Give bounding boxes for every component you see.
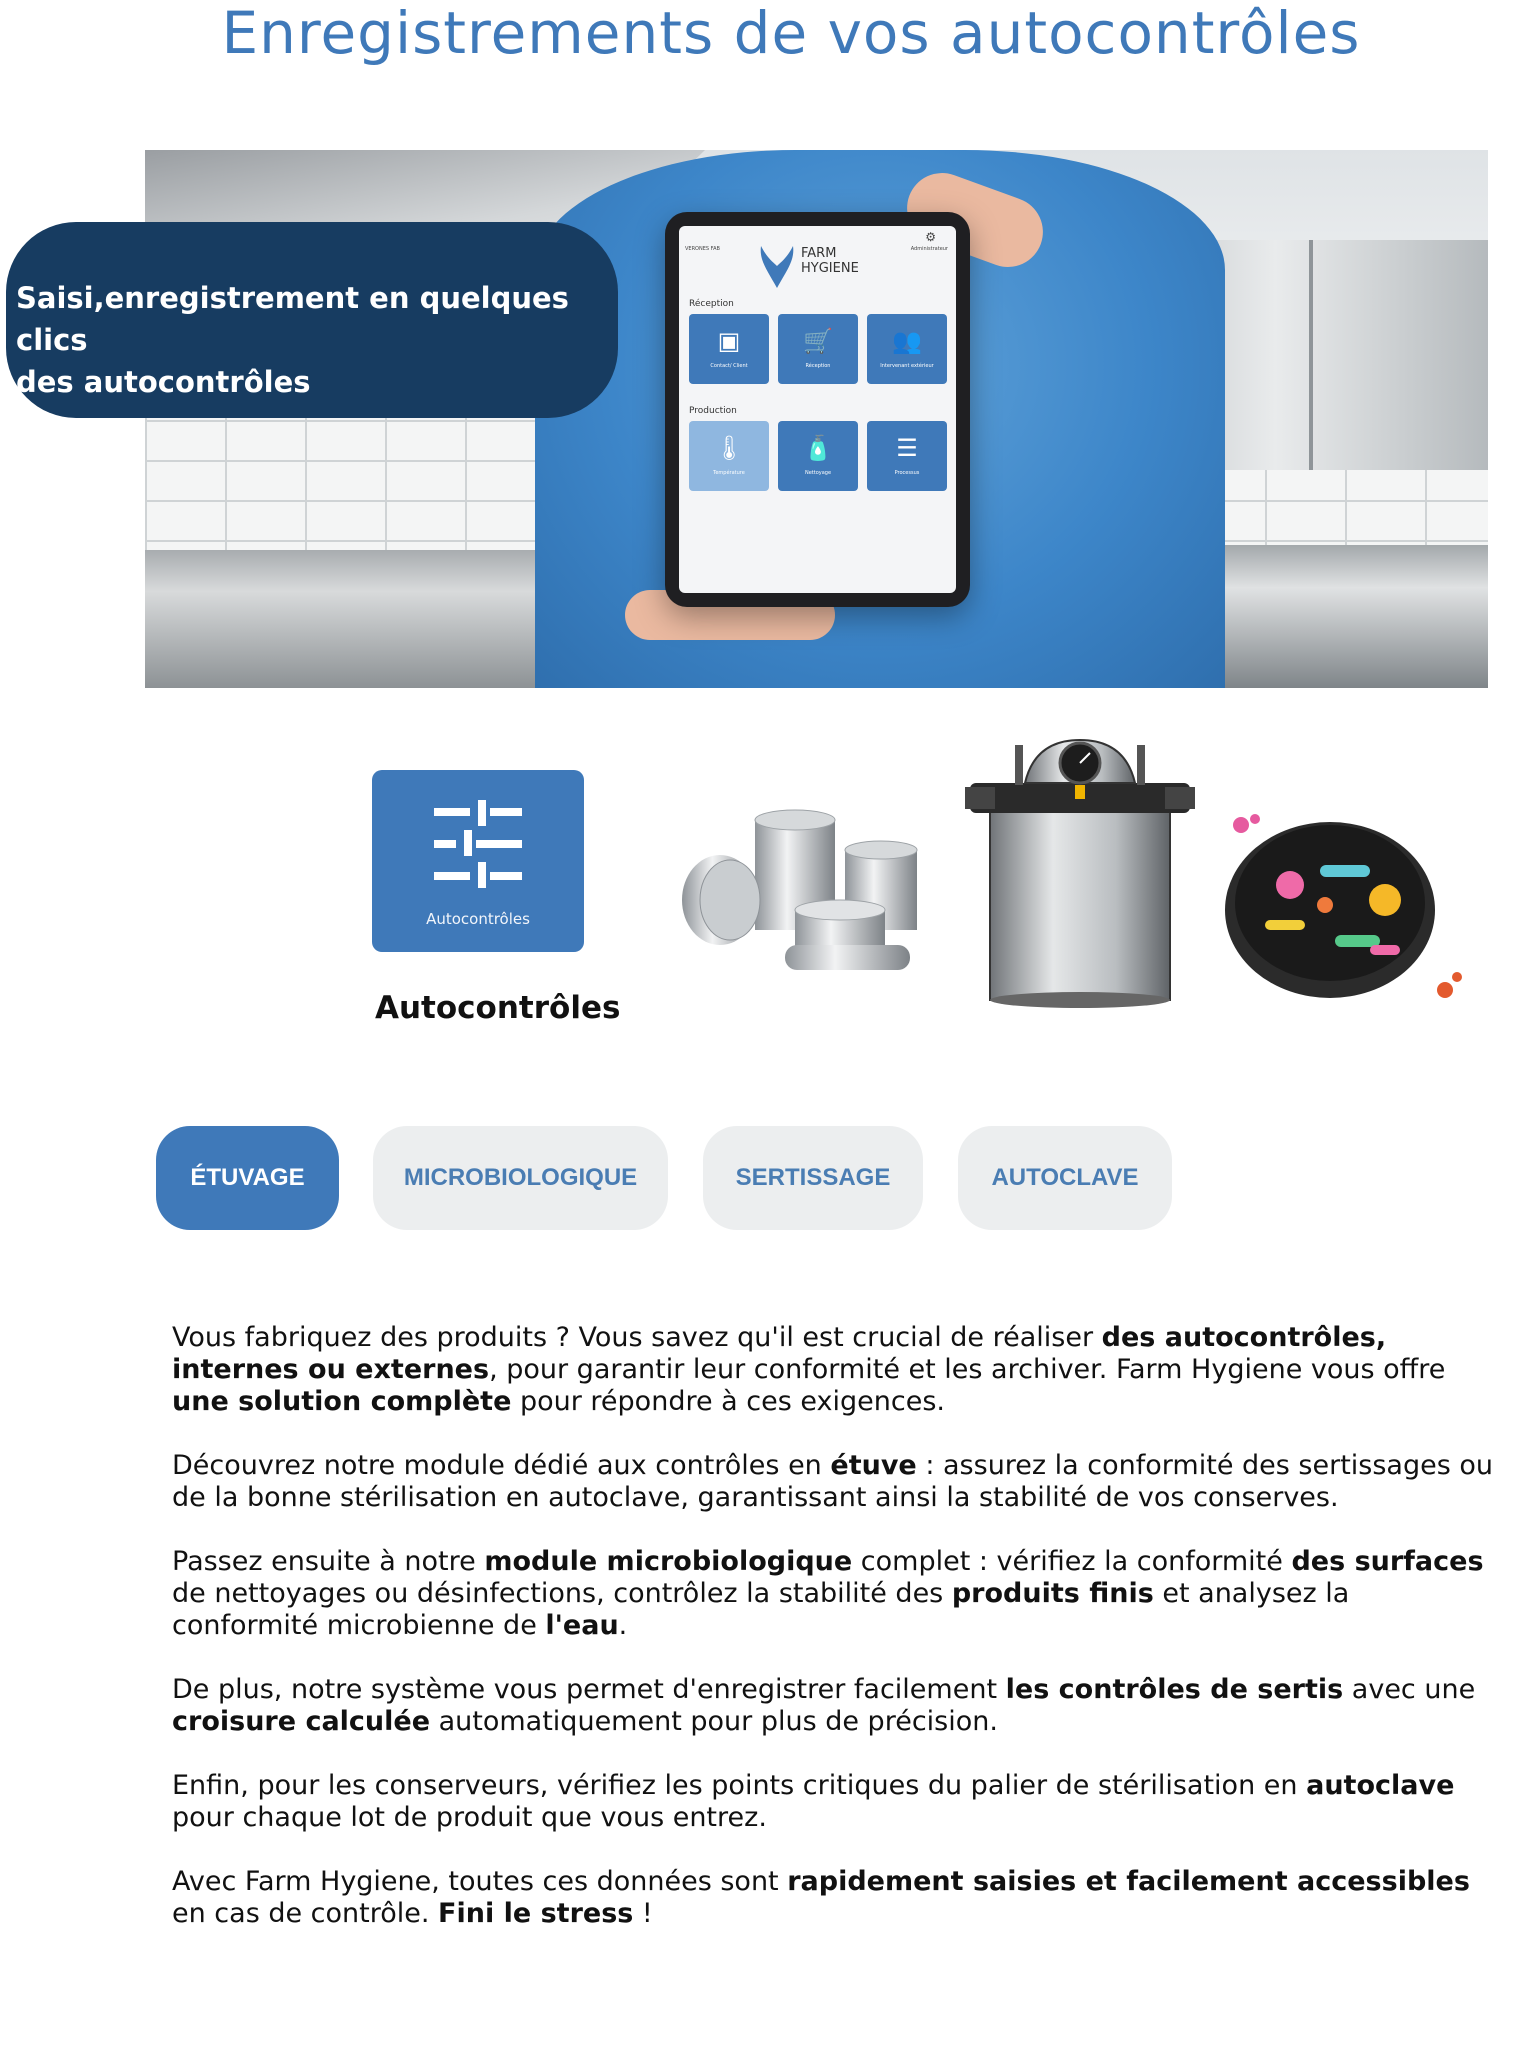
paragraph-3: Passez ensuite à notre module microbiologique complet : vérifiez la conformité des surfaces de nettoyages ou désinfections, contrôlez la stabilité des produits finis et analysez la conformité microbienne de l'eau. <box>172 1546 1484 1641</box>
tablet-tile-contact[interactable]: ▣ Contact/ Client <box>689 314 769 384</box>
paragraph-1: Vous fabriquez des produits ? Vous savez qu'il est crucial de réaliser des autocontrôles, internes ou externes, pour garantir leur conformité et les archiver. Farm Hygiene vous offre une solution complète pour répondre à ces exigences. <box>172 1322 1446 1417</box>
logo-line2: HYGIENE <box>801 261 859 276</box>
cart-icon: 🛒 <box>803 327 833 355</box>
hero-banner <box>6 222 618 418</box>
paragraph-5: Enfin, pour les conserveurs, vérifiez les points critiques du palier de stérilisation en autoclave pour chaque lot de produit que vous entrez. <box>172 1770 1455 1833</box>
paragraph-2: Découvrez notre module dédié aux contrôles en étuve : assurez la conformité des sertissages ou de la bonne stérilisation en autoclave, garantissant ainsi la stabilité de vos conserves. <box>172 1450 1493 1513</box>
group-icon: 👥 <box>892 327 922 355</box>
paragraph-4: De plus, notre système vous permet d'enregistrer facilement les contrôles de sertis avec une croisure calculée automatiquement pour plus de précision. <box>172 1674 1476 1737</box>
page-title: Enregistrements de vos autocontrôles <box>221 0 1361 67</box>
description-content <box>172 1322 1502 1962</box>
tablet-user-label: VERONES FAB <box>685 246 720 252</box>
tablet-gear-icon[interactable]: ⚙ <box>925 230 936 244</box>
tablet-tile-intervenant[interactable]: 👥 Intervenant extérieur <box>867 314 947 384</box>
farm-hygiene-logo <box>757 240 897 290</box>
tablet-tile-reception[interactable]: 🛒 Réception <box>778 314 858 384</box>
paragraph-6: Avec Farm Hygiene, toutes ces données sont rapidement saisies et facilement accessibles en cas de contrôle. Fini le stress ! <box>172 1866 1470 1929</box>
autocontroles-tile-label: Autocontrôles <box>426 910 530 928</box>
tablet-section-production: Production <box>689 406 737 416</box>
hero-banner-line2: des autocontrôles <box>16 365 311 399</box>
contact-icon: ▣ <box>717 327 741 355</box>
tab-microbiologique[interactable]: MICROBIOLOGIQUE <box>373 1126 668 1230</box>
autoclave-illustration <box>965 735 1195 1010</box>
sliders-icon <box>434 800 522 888</box>
cans-illustration <box>675 800 935 980</box>
tablet-tile-nettoyage[interactable]: 🧴 Nettoyage <box>778 421 858 491</box>
hero-banner-line1: Saisi,enregistrement en quelques clics <box>16 281 569 357</box>
tablet-device <box>665 212 970 607</box>
tablet-screen <box>679 226 956 593</box>
checklist-icon: ☰ <box>896 434 918 462</box>
phoenix-logo-icon <box>757 240 797 290</box>
thermometer-icon: 🌡 <box>713 434 745 462</box>
tablet-section-reception: Réception <box>689 299 734 309</box>
autocontroles-caption: Autocontrôles <box>375 990 621 1026</box>
tablet-tile-temperature[interactable]: 🌡 Température <box>689 421 769 491</box>
cleaning-icon: 🧴 <box>803 434 833 462</box>
tab-autoclave[interactable]: AUTOCLAVE <box>958 1126 1172 1230</box>
tablet-admin-label: Administrateur <box>910 246 948 252</box>
tab-etuvage[interactable]: ÉTUVAGE <box>156 1126 339 1230</box>
autocontroles-tile[interactable] <box>372 770 584 952</box>
petri-dish-illustration <box>1225 805 1470 1005</box>
logo-line1: FARM <box>801 246 837 261</box>
tab-sertissage[interactable]: SERTISSAGE <box>703 1126 923 1230</box>
tablet-tile-processus[interactable]: ☰ Processus <box>867 421 947 491</box>
